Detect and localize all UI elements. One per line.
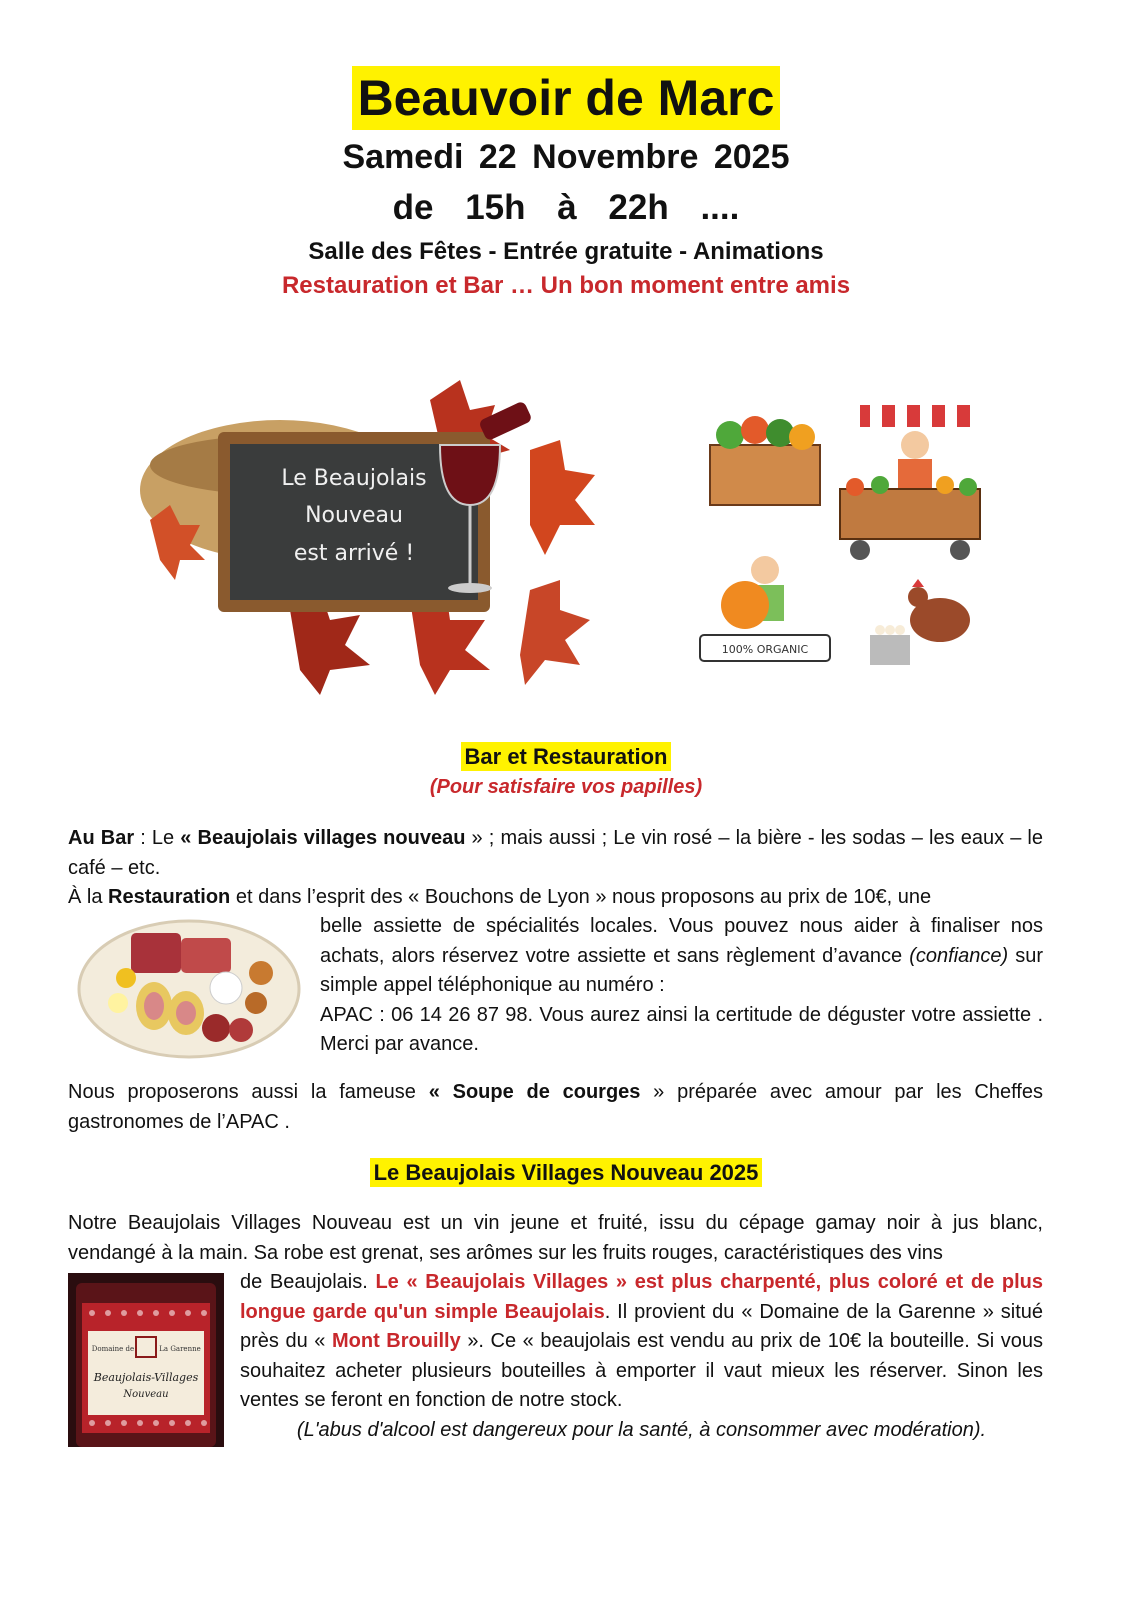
organic-label: 100% ORGANIC xyxy=(721,643,809,656)
bj2-red-1: Le « Beaujolais Villages » est plus charpenté, plus coloré et de plus longue garde qu'un simple Beaujolais xyxy=(240,1271,1043,1323)
alcohol-warning: (L'abus d'alcool est dangereux pour la santé, à consommer avec modération). xyxy=(296,1419,987,1441)
resto-text-2: et dans l’esprit des « Bouchons de Lyon » nous proposons au prix de 10€, une xyxy=(230,886,932,908)
resto-paragraph-1 xyxy=(68,883,1043,913)
bar-text-2: » ; mais aussi ; Le vin rosé – la bière - les sodas – les eaux – le café – etc. xyxy=(68,827,1043,879)
bar-section-title: Bar et Restauration xyxy=(461,742,672,771)
bj2-text-2: . Il provient du « Domaine de la Garenne » situé près du « xyxy=(240,1300,1043,1352)
bar-paragraph xyxy=(68,824,1043,883)
wine-bottle-image xyxy=(68,1273,224,1447)
board-line-3: est arrivé ! xyxy=(293,541,415,566)
bar-section-subtitle: (Pour satisfaire vos papilles) xyxy=(429,776,703,798)
page-title: Beauvoir de Marc xyxy=(352,66,781,130)
soupe-text-1: Nous proposerons aussi la fameuse xyxy=(68,1081,429,1103)
soupe-text-2: » préparée avec amour par les Cheffes gastronomes de l’APAC . xyxy=(68,1081,1043,1133)
resto-paragraph-2 xyxy=(320,912,1043,1060)
soupe-bold: « Soupe de courges xyxy=(428,1081,641,1103)
resto2-text-1: belle assiette de spécialités locales. Vous pouvez nous aider à finaliser nos achats, alors réservez votre assiette et sans règlement d’avance xyxy=(320,915,1043,967)
resto2-text-2: sur simple appel téléphonique au numéro : xyxy=(320,944,1043,996)
event-date: Samedi 22 Novembre 2025 xyxy=(342,138,790,176)
bar-text-1: : Le xyxy=(134,827,181,849)
market-illustration xyxy=(690,385,990,675)
board-line-1: Le Beaujolais xyxy=(281,466,427,491)
beaujolais-section-title-wrap xyxy=(0,1160,1132,1186)
beaujolais-board-image xyxy=(130,370,630,700)
bottle-label-1: Domaine de xyxy=(91,1345,135,1353)
bj2-text-1: de Beaujolais. xyxy=(240,1271,376,1293)
bottle-label-2: La Garenne xyxy=(159,1345,201,1353)
bottle-label-3: Beaujolais-Villages xyxy=(93,1371,199,1384)
bottle-label-4: Nouveau xyxy=(123,1389,169,1400)
board-line-2: Nouveau xyxy=(305,503,403,528)
beaujolais-section-title: Le Beaujolais Villages Nouveau 2025 xyxy=(370,1158,763,1187)
event-info: Salle des Fêtes - Entrée gratuite - Animations xyxy=(308,238,824,265)
charcuterie-plate-image xyxy=(76,918,302,1060)
resto2-italic: (confiance) xyxy=(909,944,1009,967)
bar-lead: Au Bar xyxy=(68,827,135,849)
beaujolais-paragraph-2 xyxy=(240,1268,1043,1416)
bar-bold: « Beaujolais villages nouveau xyxy=(180,827,466,849)
bj2-red-2: Mont Brouilly xyxy=(331,1330,461,1352)
beaujolais-paragraph-1: Notre Beaujolais Villages Nouveau est un vin jeune et fruité, issu du cépage gamay noir à jus blanc, vendangé à la main. Sa robe est grenat, ses arômes sur les fruits rouges, caractéristiques des vins xyxy=(68,1212,1043,1264)
resto-bold: Restauration xyxy=(108,886,231,908)
resto-text-1: À la xyxy=(68,886,109,908)
soupe-paragraph xyxy=(68,1078,1043,1137)
event-hours: de 15h à 22h .... xyxy=(392,188,740,227)
bar-section-title-wrap xyxy=(0,744,1132,770)
resto2-text-3: APAC : 06 14 26 87 98. Vous aurez ainsi la certitude de déguster votre assiette . Merci par avance. xyxy=(320,1003,1043,1055)
event-resto: Restauration et Bar … Un bon moment entre amis xyxy=(281,272,851,299)
bj2-text-3: ». Ce « beaujolais est vendu au prix de 10€ la bouteille. Si vous souhaitez acheter plusieurs bouteilles à emporter il vaut mieux les réserver. Sinon les ventes se feront en fonction de notre stock. xyxy=(240,1330,1043,1411)
page-title-wrap xyxy=(0,66,1132,130)
